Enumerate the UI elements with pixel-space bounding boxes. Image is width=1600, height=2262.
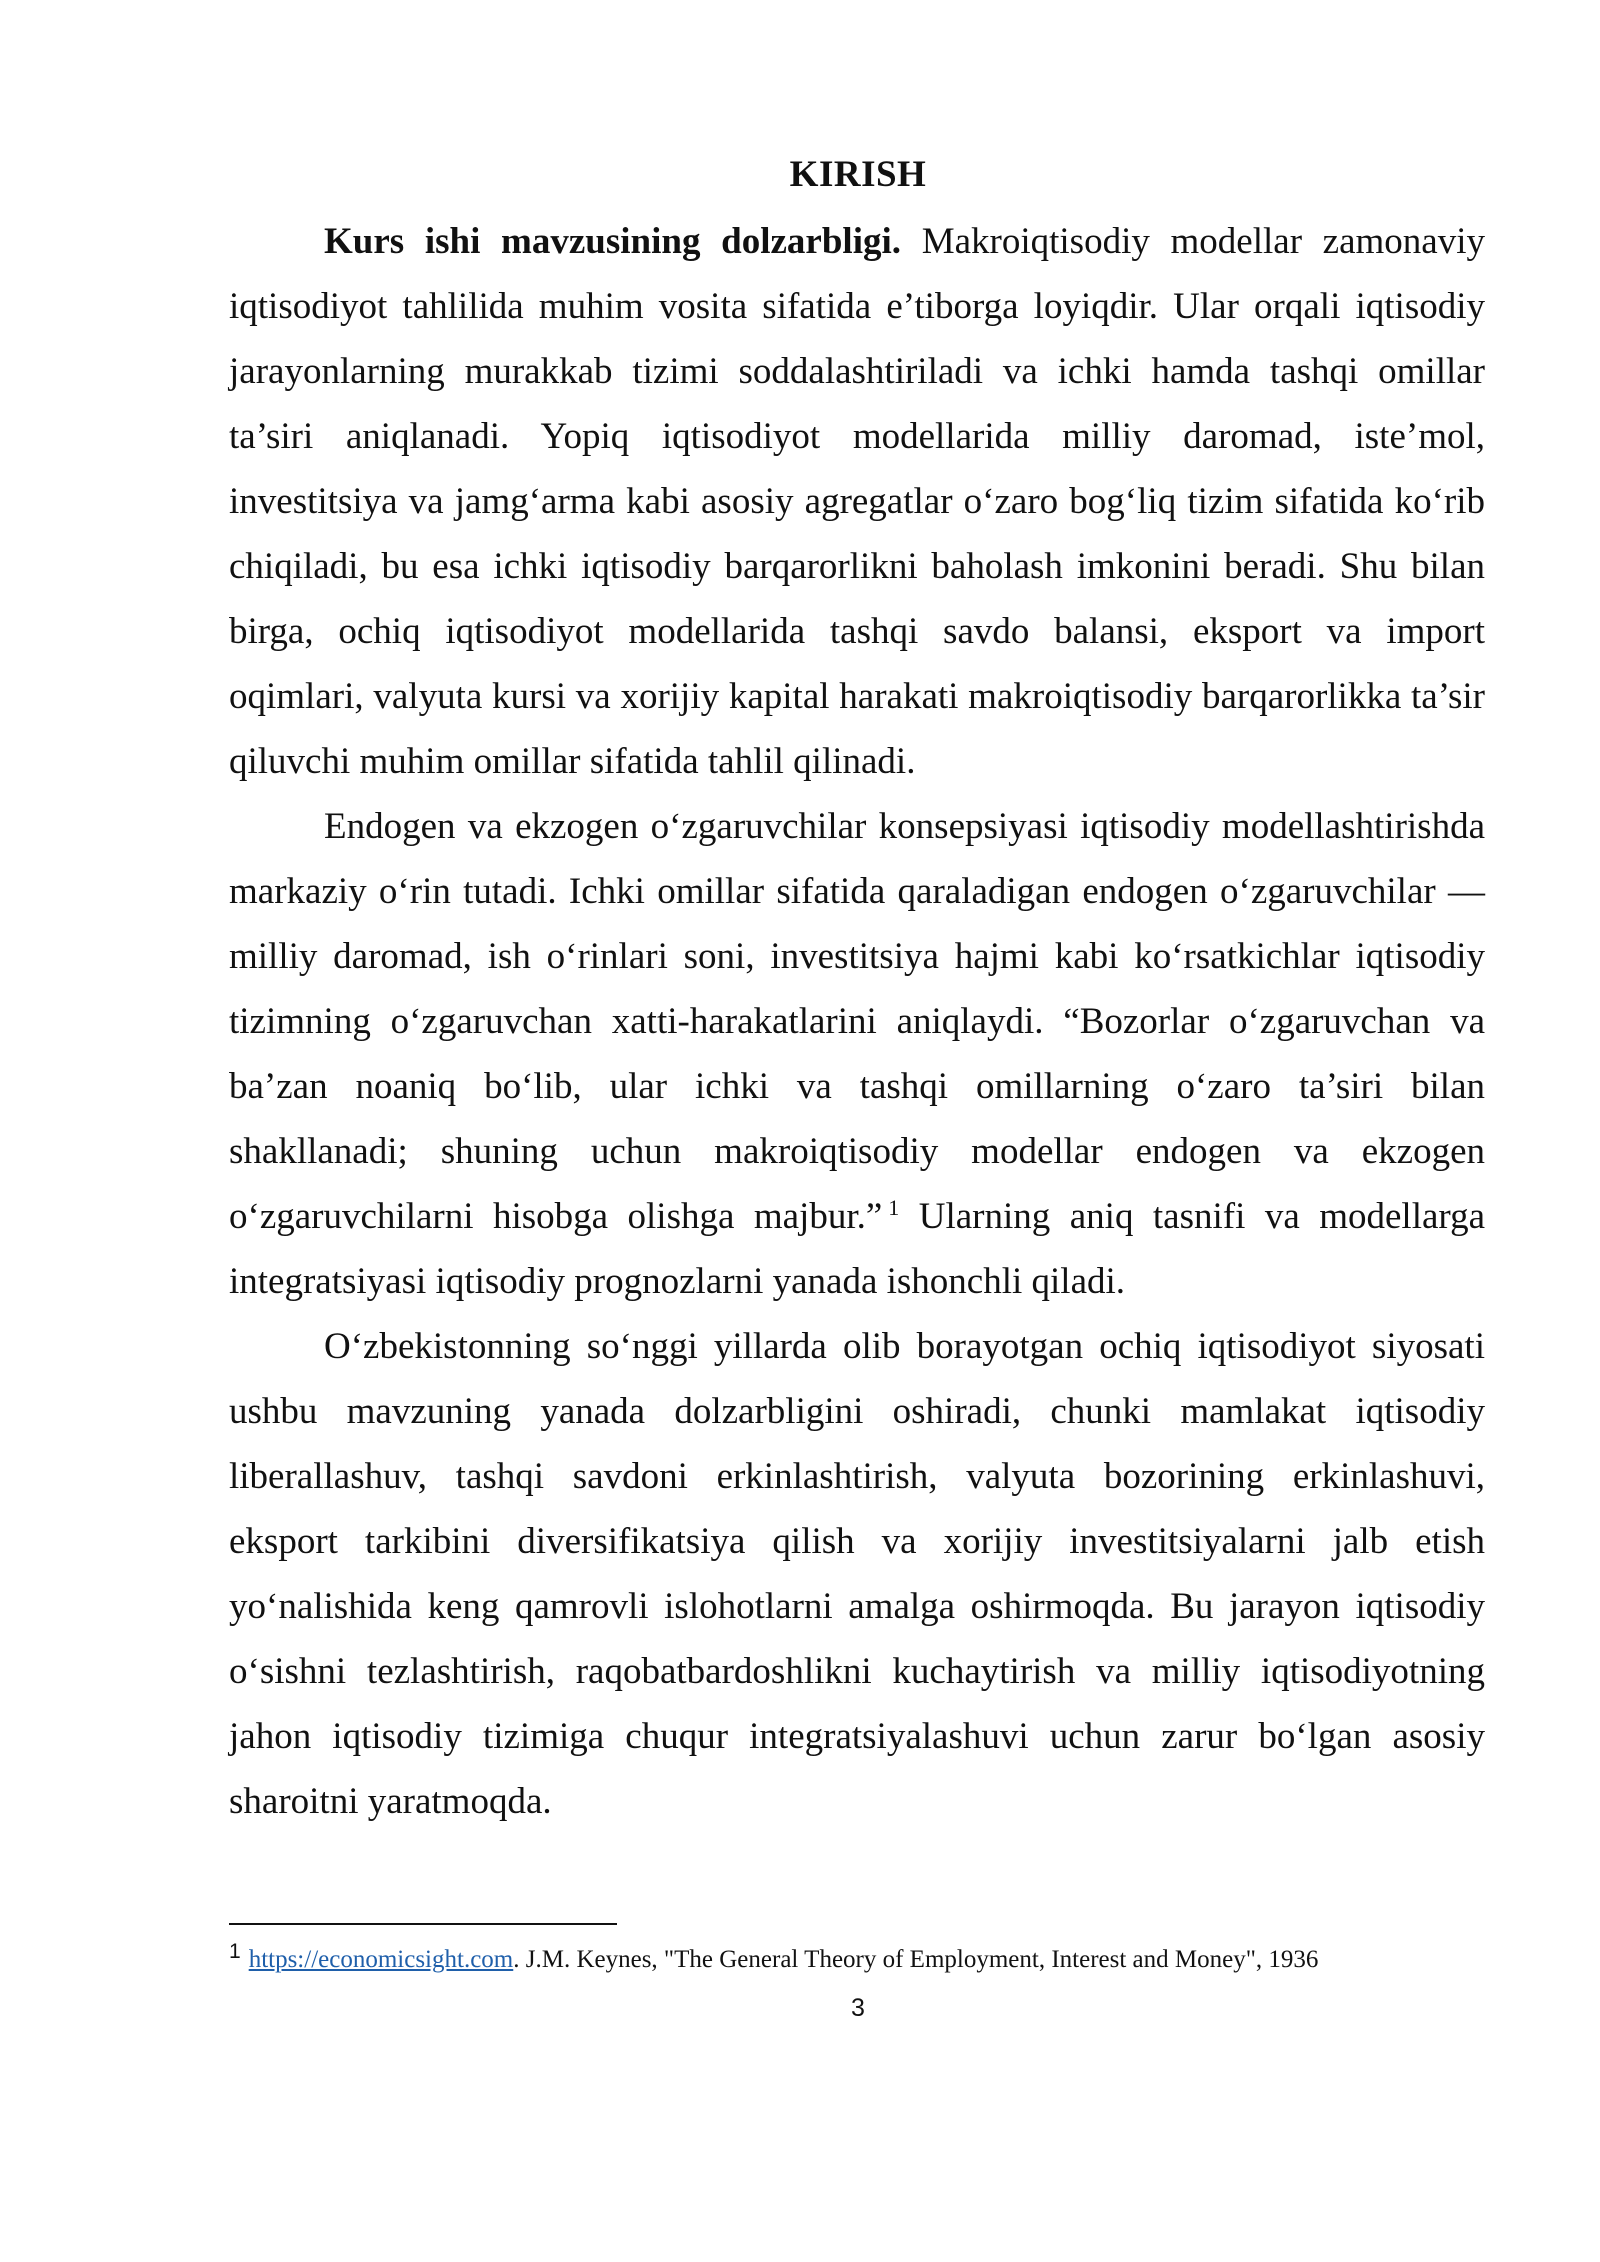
body-text	[229, 209, 1485, 1834]
paragraph-1-text: Makroiqtisodiy modellar zamonaviy iqtisodiyot tahlilida muhim vosita sifatida e’tiborga loyiqdir. Ular orqali iqtisodiy jarayonlarning murakkab tizimi soddalashtiriladi va ichki hamda tashqi omillar ta’siri aniqlanadi. Yopiq iqtisodiyot modellarida milliy daromad, iste’mol, investitsiya va jamg‘arma kabi asosiy agregatlar o‘zaro bog‘liq tizim sifatida ko‘rib chiqiladi, bu esa ichki iqtisodiy barqarorlikni baholash imkonini beradi. Shu bilan birga, ochiq iqtisodiyot modellarida tashqi savdo balansi, eksport va import oqimlari, valyuta kursi va xorijiy kapital harakati makroiqtisodiy barqarorlikka ta’sir qiluvchi muhim omillar sifatida tahlil qilinadi.	[229, 221, 1486, 782]
footnote-number: 1	[229, 1939, 241, 1963]
paragraph-2-text-after-ref: Ularning aniq tasnifi va modellarga integratsiyasi iqtisodiy prognozlarni yanada ishonchli qiladi.	[229, 1196, 1485, 1302]
footnote-text: . J.M. Keynes, "The General Theory of Employment, Interest and Money", 1936	[513, 1946, 1319, 1973]
paragraph-3	[229, 1314, 1485, 1834]
page-title: KIRISH	[789, 154, 927, 195]
paragraph-1	[229, 209, 1485, 794]
footnote-link[interactable]: https://economicsight.com	[248, 1946, 514, 1973]
page-number: 3	[851, 1994, 865, 2022]
footnote-reference[interactable]: 1	[888, 1194, 900, 1220]
footnote	[229, 1940, 1529, 1980]
footnote-separator	[229, 1923, 617, 1925]
paragraph-2-text-before-ref: Endogen va ekzogen o‘zgaruvchilar konsepsiyasi iqtisodiy modellashtirishda markaziy o‘rin tutadi. Ichki omillar sifatida qaraladigan endogen o‘zgaruvchilar — milliy daromad, ish o‘rinlari soni, investitsiya hajmi kabi ko‘rsatkichlar iqtisodiy tizimning o‘zgaruvchan xatti-harakatlarini aniqlaydi. “Bozorlar o‘zgaruvchan va ba’zan noaniq bo‘lib, ular ichki va tashqi omillarning o‘zaro ta’siri bilan shakllanadi; shuning uchun makroiqtisodiy modellar endogen va ekzogen o‘zgaruvchilarni hisobga olishga majbur.”	[229, 806, 1485, 1237]
paragraph-2	[229, 794, 1485, 1314]
paragraph-lead: Kurs ishi mavzusining dolzarbligi.	[324, 221, 902, 262]
paragraph-3-text: O‘zbekistonning so‘nggi yillarda olib borayotgan ochiq iqtisodiyot siyosati ushbu mavzuning yanada dolzarbligini oshiradi, chunki mamlakat iqtisodiy liberallashuv, tashqi savdoni erkinlashtirish, valyuta bozorining erkinlashuvi, eksport tarkibini diversifikatsiya qilish va xorijiy investitsiyalarni jalb etish yo‘nalishida keng qamrovli islohotlarni amalga oshirmoqda. Bu jarayon iqtisodiy o‘sishni tezlashtirish, raqobatbardoshlikni kuchaytirish va milliy iqtisodiyotning jahon iqtisodiy tizimiga chuqur integratsiyalashuvi uchun zarur bo‘lgan asosiy sharoitni yaratmoqda.	[229, 1326, 1485, 1822]
